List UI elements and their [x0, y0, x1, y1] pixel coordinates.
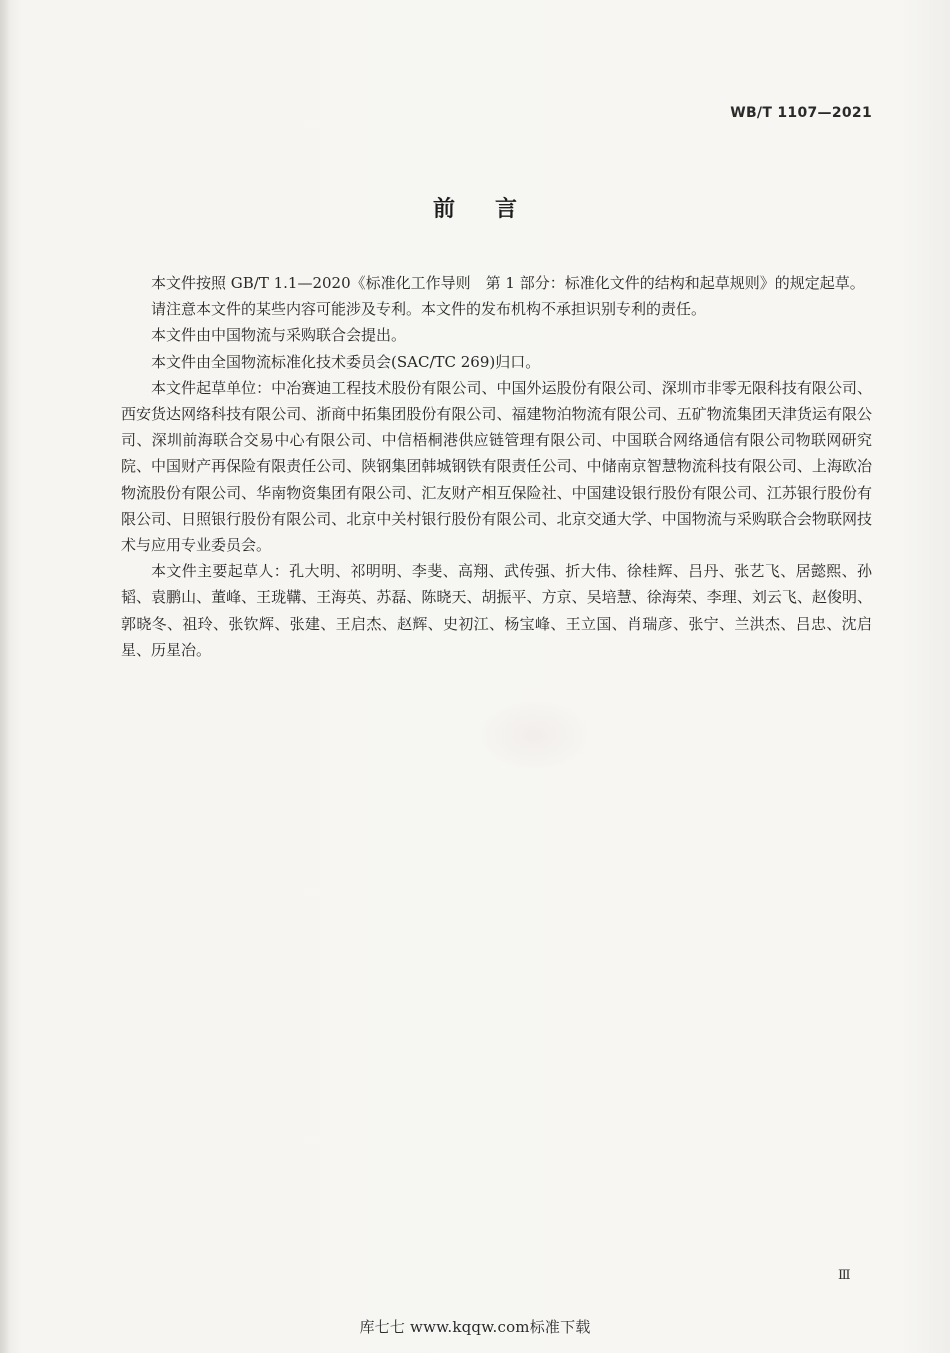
paragraph-drafting-rules: 本文件按照 GB/T 1.1—2020《标准化工作导则 第 1 部分：标准化文件的结构和起草规则》的规定起草。 — [151, 274, 865, 292]
section-title: 前言 — [432, 197, 557, 222]
paragraph-patent-notice: 请注意本文件的某些内容可能涉及专利。本文件的发布机构不承担识别专利的责任。 — [151, 300, 707, 319]
paragraph-drafting-organizations: 本文件起草单位：中冶赛迪工程技术股份有限公司、中国外运股份有限公司、深圳市非零无限科技有限公司、西安货达网络科技有限公司、浙商中拓集团股份有限公司、福建物泊物流有限公司、五矿物流集团天津货运有限公司、深圳前海联合交易中心有限公司、中信梧桐港供应链管理有限公司、中国联合网络通信有限公司物联网研究院、中国财产再保险有限责任公司、陕钢集团韩城钢铁有限责任公司、中储南京智慧物流科技有限公司、上海欧冶物流股份有限公司、华南物资集团有限公司、汇友财产相互保险社、中国建设银行股份有限公司、江苏银行股份有限公司、日照银行股份有限公司、北京中关村银行股份有限公司、北京交通大学、中国物流与采购联合会物联网技术与应用专业委员会。 — [121, 378, 872, 555]
standard-code: WB/T 1107—2021 — [730, 105, 872, 121]
paragraph-drafters: 本文件主要起草人：孔大明、祁明明、李斐、高翔、武传强、折大伟、徐桂辉、吕丹、张艺飞、居懿熙、孙韬、袁鹏山、董峰、王珑鞲、王海英、苏磊、陈晓天、胡振平、方京、吴培慧、徐海荣、李理、刘云飞、赵俊明、郭晓冬、祖玲、张钦辉、张建、王启杰、赵辉、史初江、杨宝峰、王立国、肖瑞彦、张宁、兰洪杰、吕忠、沈启星、历星冶。 — [121, 562, 872, 659]
download-watermark: 库七七 www.kqqw.com标准下载 — [359, 1318, 591, 1336]
paragraph-responsible-committee: 本文件由全国物流标准化技术委员会(SAC/TC 269)归口。 — [151, 352, 541, 371]
preface-body — [121, 270, 872, 663]
paragraph-proposer: 本文件由中国物流与采购联合会提出。 — [151, 326, 407, 345]
scan-stain — [480, 700, 590, 770]
page-number: Ⅲ — [838, 1268, 851, 1283]
